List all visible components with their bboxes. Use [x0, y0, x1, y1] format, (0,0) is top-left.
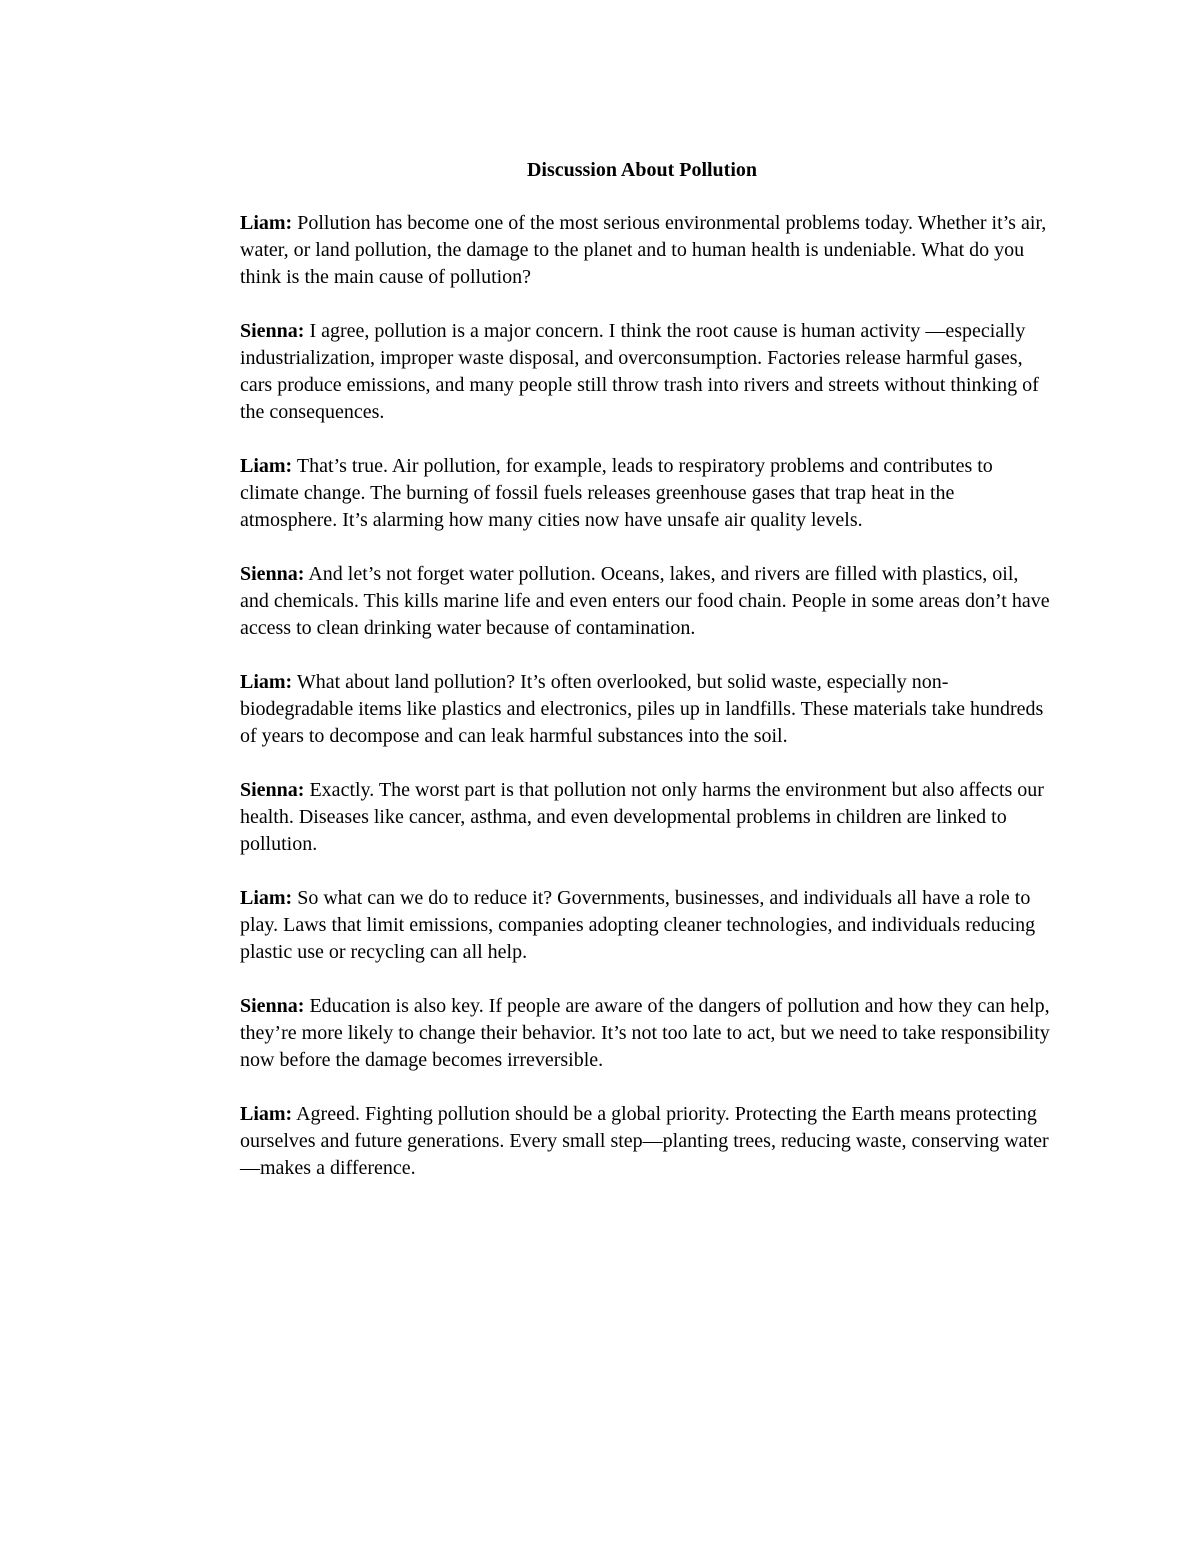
speaker-name: Liam:	[240, 671, 293, 693]
speaker-name: Liam:	[240, 455, 293, 477]
dialogue-turn	[240, 1101, 1050, 1182]
dialogue-turn	[240, 993, 1050, 1074]
turn-text: Agreed. Fighting pollution should be a global priority. Protecting the Earth means protecting ourselves and future generations. Every small step—planting trees, reducing waste, conserving water—makes a difference.	[240, 1103, 1049, 1179]
turn-text: Education is also key. If people are aware of the dangers of pollution and how they can help, they’re more likely to change their behavior. It’s not too late to act, but we need to take responsibility now before the damage becomes irreversible.	[240, 995, 1050, 1071]
speaker-name: Sienna:	[240, 563, 305, 585]
dialogue-turn	[240, 318, 1050, 426]
dialogue-turn	[240, 453, 1050, 534]
document-title: Discussion About Pollution	[526, 159, 758, 181]
speaker-name: Liam:	[240, 1103, 293, 1125]
dialogue-turn	[240, 777, 1050, 858]
turn-text: And let’s not forget water pollution. Oceans, lakes, and rivers are filled with plastics, oil, and chemicals. This kills marine life and even enters our food chain. People in some areas don’t have access to clean drinking water because of contamination.	[240, 563, 1050, 639]
speaker-name: Liam:	[240, 887, 293, 909]
turn-text: Exactly. The worst part is that pollution not only harms the environment but also affects our health. Diseases like cancer, asthma, and even developmental problems in children are linked to pollution.	[240, 779, 1044, 855]
turn-text: That’s true. Air pollution, for example, leads to respiratory problems and contributes to climate change. The burning of fossil fuels releases greenhouse gases that trap heat in the atmosphere. It’s alarming how many cities now have unsafe air quality levels.	[240, 455, 993, 531]
dialogue-turn	[240, 669, 1050, 750]
speaker-name: Liam:	[240, 212, 293, 234]
dialogue	[240, 210, 1050, 1209]
dialogue-turn	[240, 885, 1050, 966]
dialogue-turn	[240, 210, 1050, 291]
dialogue-turn	[240, 561, 1050, 642]
speaker-name: Sienna:	[240, 779, 305, 801]
turn-text: So what can we do to reduce it? Governments, businesses, and individuals all have a role to play. Laws that limit emissions, companies adopting cleaner technologies, and individuals reducing plastic use or recycling can all help.	[240, 887, 1036, 963]
turn-text: I agree, pollution is a major concern. I think the root cause is human activity —especially industrialization, improper waste disposal, and overconsumption. Factories release harmful gases, cars produce emissions, and many people still throw trash into rivers and streets without thinking of the consequences.	[240, 320, 1039, 423]
turn-text: Pollution has become one of the most serious environmental problems today. Whether it’s air, water, or land pollution, the damage to the planet and to human health is undeniable. What do you think is the main cause of pollution?	[240, 212, 1047, 288]
speaker-name: Sienna:	[240, 320, 305, 342]
turn-text: What about land pollution? It’s often overlooked, but solid waste, especially non-biodegradable items like plastics and electronics, piles up in landfills. These materials take hundreds of years to decompose and can leak harmful substances into the soil.	[240, 671, 1044, 747]
speaker-name: Sienna:	[240, 995, 305, 1017]
